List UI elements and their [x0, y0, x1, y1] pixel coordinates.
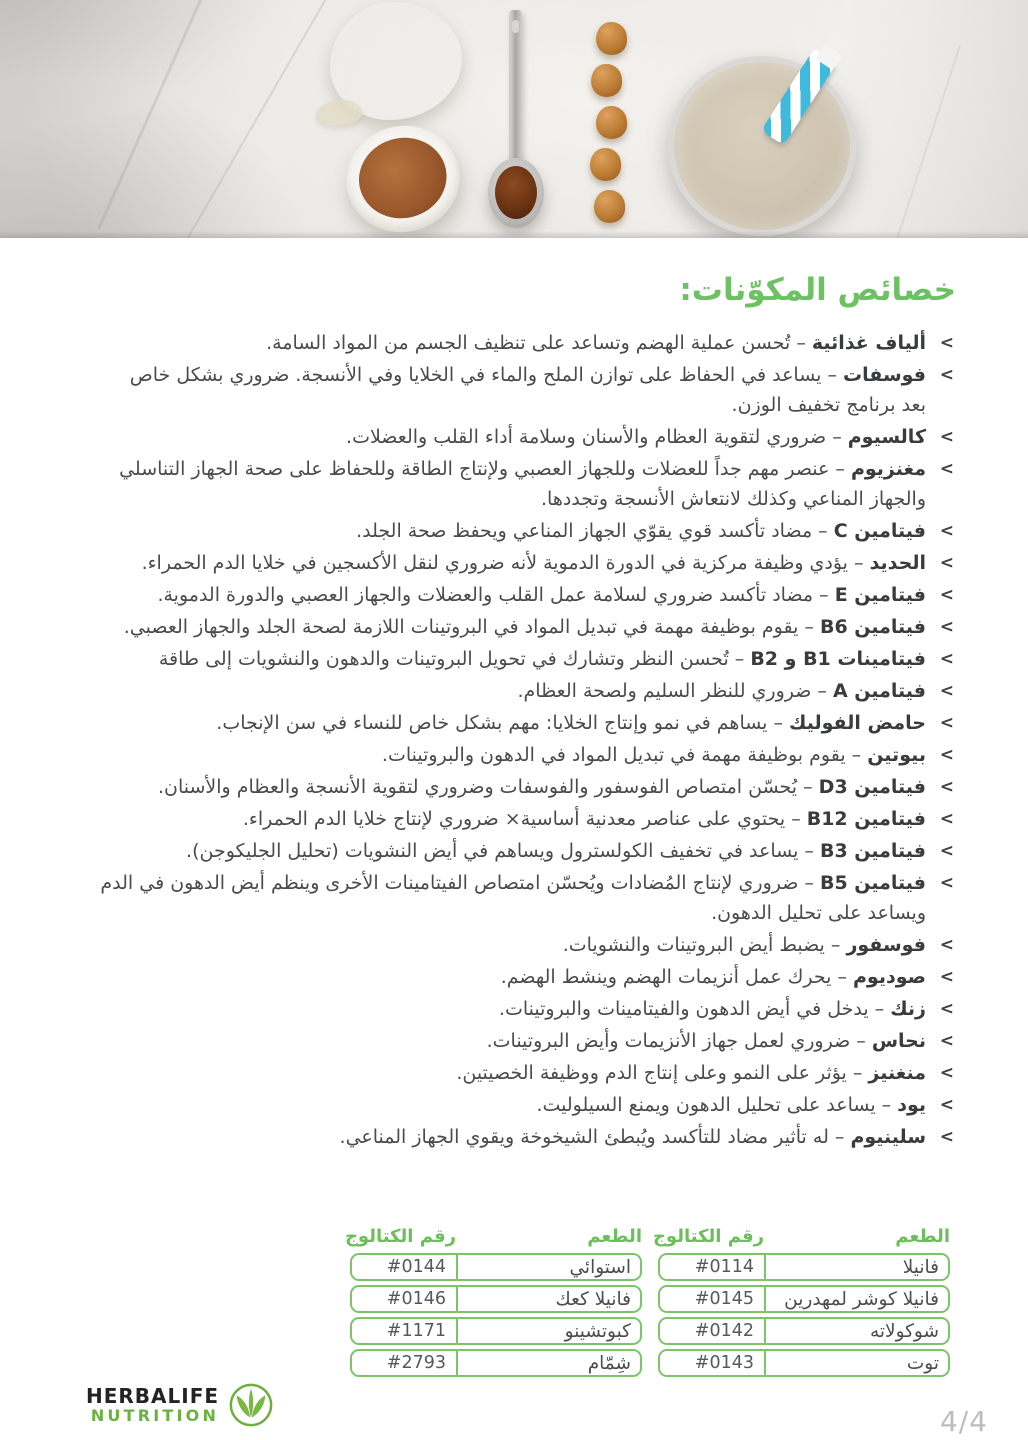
ingredient-term: سلينيوم — [850, 1126, 926, 1148]
ingredient-term: فوسفات — [843, 364, 926, 386]
ingredient-description: – يساعد في الحفاظ على توازن الملح والماء في الخلايا وفي الأنسجة. ضروري بشكل خاص بعد برنامج تخفيف الوزن. — [129, 364, 926, 416]
ingredient-item — [100, 422, 956, 452]
spoon-hole-icon — [512, 20, 519, 33]
chevron-bullet-icon: < — [939, 873, 954, 893]
ingredient-description: – عنصر مهم جداً للعضلات وللجهاز العصبي ولإنتاج الطاقة وللحفاظ على صحة الجهاز التناسلي والجهاز المناعي وكذلك لانتعاش الأنسجة وتجددها. — [119, 458, 926, 510]
herbalife-logo — [86, 1382, 274, 1428]
marble-vein — [891, 45, 961, 238]
ingredient-term: فيتامين B12 — [806, 808, 926, 830]
catalog-number-cell: #2793 — [386, 1353, 446, 1373]
chevron-bullet-icon: < — [939, 681, 954, 701]
ingredient-item — [100, 612, 956, 642]
ingredient-term: الحديد — [869, 552, 926, 574]
ingredient-description: – يؤثر على النمو وعلى إنتاج الدم ووظيفة الخصيتين. — [456, 1062, 869, 1084]
catalog-number-cell: #1171 — [386, 1321, 446, 1341]
hazelnut-icon — [596, 22, 627, 55]
ingredient-item — [100, 708, 956, 738]
ingredient-description: – يساهم في نمو وإنتاج الخلايا: مهم بشكل خاص للنساء في سن الإنجاب. — [216, 712, 790, 734]
ingredient-item — [100, 1058, 956, 1088]
chevron-bullet-icon: < — [939, 713, 954, 733]
chevron-bullet-icon: < — [939, 745, 954, 765]
ingredient-term: فيتامين C — [833, 520, 926, 542]
flavor-cell: فانيلا كعك — [456, 1287, 640, 1311]
chevron-bullet-icon: < — [939, 935, 954, 955]
marble-vein — [180, 0, 332, 238]
table-row — [658, 1285, 950, 1313]
ingredient-term: مغنزيوم — [850, 458, 926, 480]
ingredient-item — [100, 454, 956, 514]
chevron-bullet-icon: < — [939, 777, 954, 797]
ingredient-description: – يحرك عمل أنزيمات الهضم وينشط الهضم. — [500, 966, 853, 988]
chevron-bullet-icon: < — [939, 1095, 954, 1115]
ingredient-description: – تُحسن النظر وتشارك في تحويل البروتينات والدهون والنشويات إلى طاقة — [158, 648, 751, 670]
syrup-icon — [495, 166, 537, 219]
ingredient-description: – مضاد تأكسد ضروري لسلامة عمل القلب والعضلات والجهاز العصبي والدورة الدموية. — [157, 584, 835, 606]
ingredient-term: فيتامينات B1 و B2 — [750, 648, 926, 670]
ingredient-term: كالسيوم — [847, 426, 926, 448]
flavor-column-header: الطعم — [895, 1226, 950, 1247]
ingredient-description: – ضروري لعمل جهاز الأنزيمات وأيض البروتينات. — [486, 1030, 872, 1052]
ingredient-item — [100, 644, 956, 674]
ingredient-term: ألياف غذائية — [811, 332, 926, 354]
flavor-cell: فانيلا كوشر لمهدرين — [764, 1287, 948, 1311]
table-header-row — [652, 1226, 950, 1247]
ingredient-description: – له تأثير مضاد للتأكسد ويُبطئ الشيخوخة ويقوي الجهاز المناعي. — [339, 1126, 851, 1148]
chevron-bullet-icon: < — [939, 1063, 954, 1083]
ingredient-description: – يساعد على تحليل الدهون ويمنع السيلوليت. — [536, 1094, 898, 1116]
flour-spill-icon — [316, 100, 362, 126]
ingredient-term: يود — [897, 1094, 926, 1116]
ingredient-term: فيتامين A — [832, 680, 926, 702]
chevron-bullet-icon: < — [939, 333, 954, 353]
ingredient-item — [100, 676, 956, 706]
flavor-table — [344, 1226, 642, 1381]
chevron-bullet-icon: < — [939, 427, 954, 447]
brand-name-bottom: NUTRITION — [90, 1406, 220, 1425]
ingredient-item — [100, 548, 956, 578]
ingredient-term: صوديوم — [853, 966, 926, 988]
chevron-bullet-icon: < — [939, 553, 954, 573]
chevron-bullet-icon: < — [939, 841, 954, 861]
flavor-table — [652, 1226, 950, 1381]
catalog-number-cell: #0142 — [694, 1321, 754, 1341]
ingredient-description: – يحتوي على عناصر معدنية أساسية× ضروري لإنتاج خلايا الدم الحمراء. — [242, 808, 807, 830]
cinnamon-bowl-icon — [335, 114, 471, 238]
table-row — [658, 1349, 950, 1377]
chevron-bullet-icon: < — [939, 967, 954, 987]
flavor-cell: استوائي — [456, 1255, 640, 1279]
ingredient-description: – ضروري للنظر السليم ولصحة العظام. — [517, 680, 833, 702]
ingredient-item — [100, 740, 956, 770]
page-number: 4/4 — [939, 1405, 988, 1438]
catalog-number-cell: #0143 — [694, 1353, 754, 1373]
catalog-number-cell: #0144 — [386, 1257, 446, 1277]
ingredient-term: فيتامين B5 — [819, 872, 926, 894]
ingredient-item — [100, 328, 956, 358]
table-header-row — [344, 1226, 642, 1247]
ingredient-item — [100, 1122, 956, 1152]
chevron-bullet-icon: < — [939, 459, 954, 479]
ingredient-description: – يقوم بوظيفة مهمة في تبديل المواد في الدهون والبروتينات. — [381, 744, 868, 766]
ingredient-term: فيتامين D3 — [818, 776, 926, 798]
table-row — [350, 1349, 642, 1377]
table-row — [658, 1253, 950, 1281]
marble-vein — [97, 0, 205, 229]
leaf-logo-icon — [228, 1382, 274, 1428]
ingredient-item — [100, 962, 956, 992]
ingredient-item — [100, 868, 956, 928]
ingredient-term: منغنيز — [868, 1062, 926, 1084]
flavor-cell: شوكولاته — [764, 1319, 948, 1343]
catalog-column-header: رقم الكتالوج — [652, 1226, 764, 1247]
table-row — [350, 1285, 642, 1313]
flavor-cell: فانيلا — [764, 1255, 948, 1279]
flavor-cell: شِمّام — [456, 1351, 640, 1375]
chevron-bullet-icon: < — [939, 1031, 954, 1051]
header-photo — [0, 0, 1028, 238]
ingredient-term: نحاس — [871, 1030, 926, 1052]
ingredient-description: – ضروري لتقوية العظام والأسنان وسلامة أداء القلب والعضلات. — [346, 426, 848, 448]
chevron-bullet-icon: < — [939, 649, 954, 669]
ingredient-description: – يؤدي وظيفة مركزية في الدورة الدموية لأنه ضروري لنقل الأكسجين في خلايا الدم الحمراء. — [141, 552, 870, 574]
ingredient-description: – يساعد في تخفيف الكولسترول ويساهم في أيض النشويات (تحليل الجليكوجن). — [186, 840, 820, 862]
chevron-bullet-icon: < — [939, 999, 954, 1019]
hazelnut-icon — [596, 106, 627, 139]
ingredient-item — [100, 804, 956, 834]
chevron-bullet-icon: < — [939, 585, 954, 605]
hazelnut-icon — [591, 64, 622, 97]
ingredient-term: فيتامين B6 — [819, 616, 926, 638]
ingredient-item — [100, 930, 956, 960]
chevron-bullet-icon: < — [939, 617, 954, 637]
shake-glass-icon — [668, 56, 856, 236]
hazelnut-icon — [590, 148, 621, 181]
measuring-spoon-icon — [509, 10, 522, 168]
ingredient-term: بيوتين — [867, 744, 926, 766]
flavor-tables — [0, 1226, 950, 1381]
catalog-number-cell: #0114 — [694, 1257, 754, 1277]
chevron-bullet-icon: < — [939, 1127, 954, 1147]
catalog-number-cell: #0146 — [386, 1289, 446, 1309]
syrup-spoon-icon — [488, 158, 544, 228]
ingredient-term: فيتامين E — [834, 584, 926, 606]
ingredient-description: – مضاد تأكسد قوي يقوّي الجهاز المناعي ويحفظ صحة الجلد. — [356, 520, 834, 542]
logo-wordmark — [86, 1386, 219, 1424]
ingredient-description: – تُحسن عملية الهضم وتساعد على تنظيف الجسم من المواد السامة. — [266, 332, 812, 354]
ingredient-term: فيتامين B3 — [819, 840, 926, 862]
ingredient-description: – يدخل في أيض الدهون والفيتامينات والبروتينات. — [498, 998, 891, 1020]
ingredient-item — [100, 994, 956, 1024]
ingredient-description: – يقوم بوظيفة مهمة في تبديل المواد في البروتينات اللازمة لصحة الجلد والجهاز العصبي. — [123, 616, 820, 638]
flavor-cell: كبوتشينو — [456, 1319, 640, 1343]
ingredient-term: حامض الفوليك — [789, 712, 926, 734]
ingredient-description: – يُحسّن امتصاص الفوسفور والفوسفات وضروري لتقوية الأنسجة والعظام والأسنان. — [157, 776, 819, 798]
ingredient-term: فوسفور — [846, 934, 926, 956]
table-row — [350, 1253, 642, 1281]
ingredient-item — [100, 1090, 956, 1120]
catalog-number-cell: #0145 — [694, 1289, 754, 1309]
ingredient-item — [100, 836, 956, 866]
table-row — [658, 1317, 950, 1345]
brand-name-top: HERBALIFE — [86, 1384, 220, 1408]
ingredient-term: زنك — [890, 998, 926, 1020]
chevron-bullet-icon: < — [939, 521, 954, 541]
ingredient-item — [100, 360, 956, 420]
chevron-bullet-icon: < — [939, 365, 954, 385]
chevron-bullet-icon: < — [939, 809, 954, 829]
ingredient-item — [100, 772, 956, 802]
table-row — [350, 1317, 642, 1345]
flavor-column-header: الطعم — [587, 1226, 642, 1247]
hazelnut-icon — [594, 190, 625, 223]
ingredient-item — [100, 1026, 956, 1056]
ingredients-list — [100, 328, 956, 1152]
flavor-cell: توت — [764, 1351, 948, 1375]
ingredient-description: – يضبط أيض البروتينات والنشويات. — [562, 934, 847, 956]
page-title: خصائص المكوّنات: — [679, 272, 956, 308]
ingredient-item — [100, 516, 956, 546]
cinnamon-powder-icon — [350, 129, 455, 228]
ingredient-description: – ضروري لإنتاج المُضادات ويُحسّن امتصاص الفيتامينات الأخرى وينظم أيض الدهون في الدم ويساعد على تحليل الدهون. — [100, 872, 926, 924]
catalog-column-header: رقم الكتالوج — [344, 1226, 456, 1247]
ingredient-item — [100, 580, 956, 610]
